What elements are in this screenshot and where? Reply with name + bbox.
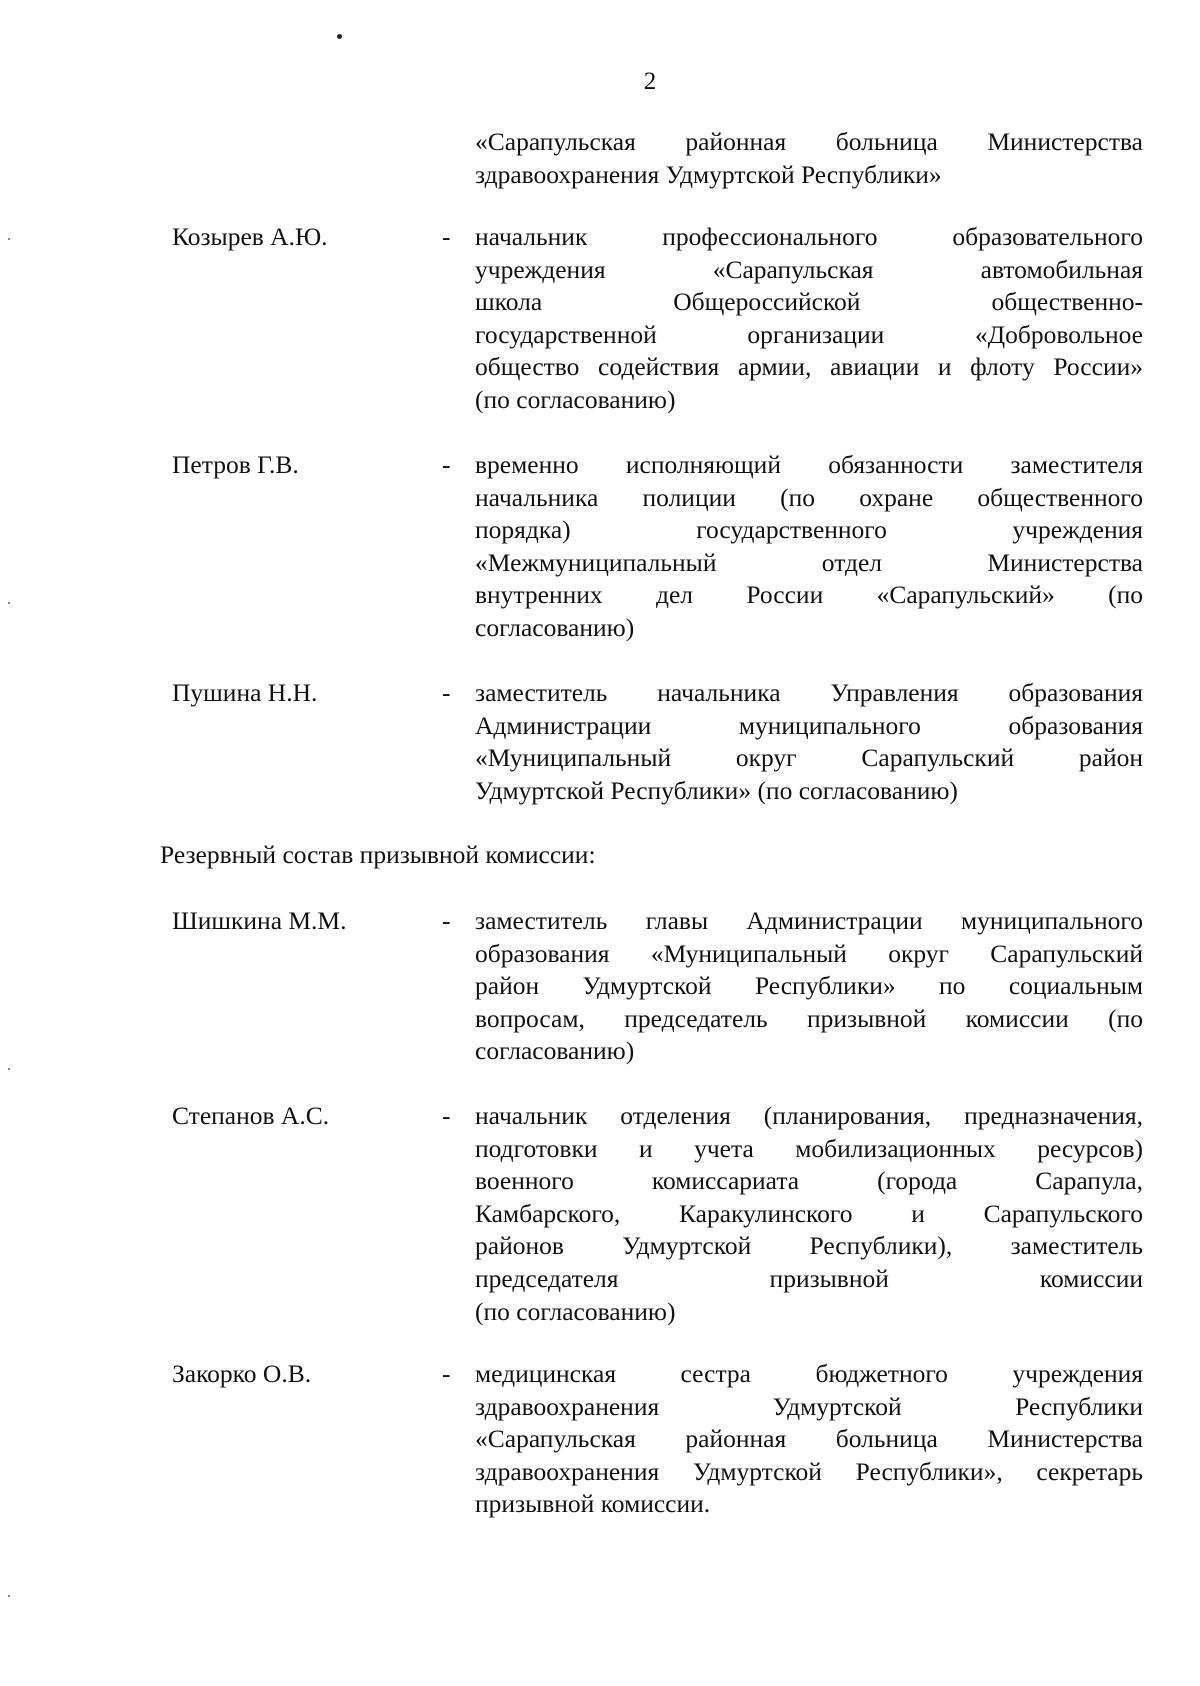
scan-edge-mark [8,602,10,604]
continuation-text [475,126,1143,191]
text-line: заместитель главы Администрации муниципального [475,906,1143,935]
dash-separator: - [442,222,451,251]
text-line: подготовки и учета мобилизационных ресурсов) [475,1133,1143,1163]
text-line: район Удмуртской Республики» по социальным [475,971,1143,1001]
page-number-text: 2 [643,68,657,95]
text-line: (по согласованию) [475,384,676,414]
member-name: Козырев А.Ю. [172,222,328,251]
text-line: порядка) государственного учреждения [475,515,1143,545]
text-line: (по согласованию) [475,1296,676,1326]
text-line: Камбарского, Каракулинского и Сарапульского [475,1198,1143,1228]
member-name: Петров Г.В. [172,450,299,479]
text-line: здравоохранения Удмуртской Республики [475,1391,1143,1421]
member-description [475,905,1143,1068]
page-number [0,66,1200,98]
member-name: Шишкина М.М. [172,906,347,935]
text-line: учреждения «Сарапульская автомобильная [475,254,1143,284]
text-line: начальник отделения (планирования, предназначения, [475,1101,1143,1130]
text-line: здравоохранения Удмуртской Республики» [475,159,942,189]
text-line: «Сарапульская районная больница Министерства [475,1424,1143,1454]
text-line: военного комиссариата (города Сарапула, [475,1166,1143,1196]
text-line: Администрации муниципального образования [475,710,1143,740]
reserve-heading: Резервный состав призывной комиссии: [160,840,596,869]
text-line: государственной организации «Добровольное [475,319,1143,349]
dash-separator: - [442,1101,451,1130]
text-line: Удмуртской Республики» (по согласованию) [475,775,958,805]
scan-speck [337,34,342,39]
text-line: призывной комиссии. [475,1489,711,1519]
text-line: вопросам, председатель призывной комиссии (по [475,1003,1143,1033]
text-line: «Сарапульская районная больница Министерства [475,127,1143,156]
text-line: внутренних дел России «Сарапульский» (по [475,580,1143,610]
dash-separator: - [442,1359,451,1388]
text-line: согласованию) [475,612,635,642]
text-line: образования «Муниципальный округ Сарапульский [475,938,1143,968]
text-line: здравоохранения Удмуртской Республики», секретарь [475,1456,1143,1486]
member-description [475,221,1143,417]
text-line: «Муниципальный округ Сарапульский район [475,743,1143,773]
scan-edge-mark [8,1595,10,1597]
text-line: председателя призывной комиссии [475,1263,1143,1293]
member-name: Закорко О.В. [172,1359,312,1388]
member-description [475,1358,1143,1521]
text-line: школа Общероссийской общественно- [475,287,1143,317]
member-description [475,1100,1143,1328]
text-line: начальник профессионального образовательного [475,222,1143,251]
text-line: согласованию) [475,1036,635,1066]
member-name: Пушина Н.Н. [172,678,318,707]
text-line: медицинская сестра бюджетного учреждения [475,1359,1143,1388]
text-line: «Межмуниципальный отдел Министерства [475,547,1143,577]
text-line: временно исполняющий обязанности заместителя [475,450,1143,479]
scan-edge-mark [8,1068,10,1070]
text-line: заместитель начальника Управления образования [475,678,1143,707]
member-description [475,677,1143,807]
dash-separator: - [442,450,451,479]
text-line: общество содействия армии, авиации и флоту России» [475,352,1143,382]
scan-edge-mark [8,238,10,240]
text-line: начальника полиции (по охране общественного [475,482,1143,512]
dash-separator: - [442,678,451,707]
text-line: районов Удмуртской Республики), заместитель [475,1231,1143,1261]
dash-separator: - [442,906,451,935]
member-description [475,449,1143,645]
member-name: Степанов А.С. [172,1101,330,1130]
